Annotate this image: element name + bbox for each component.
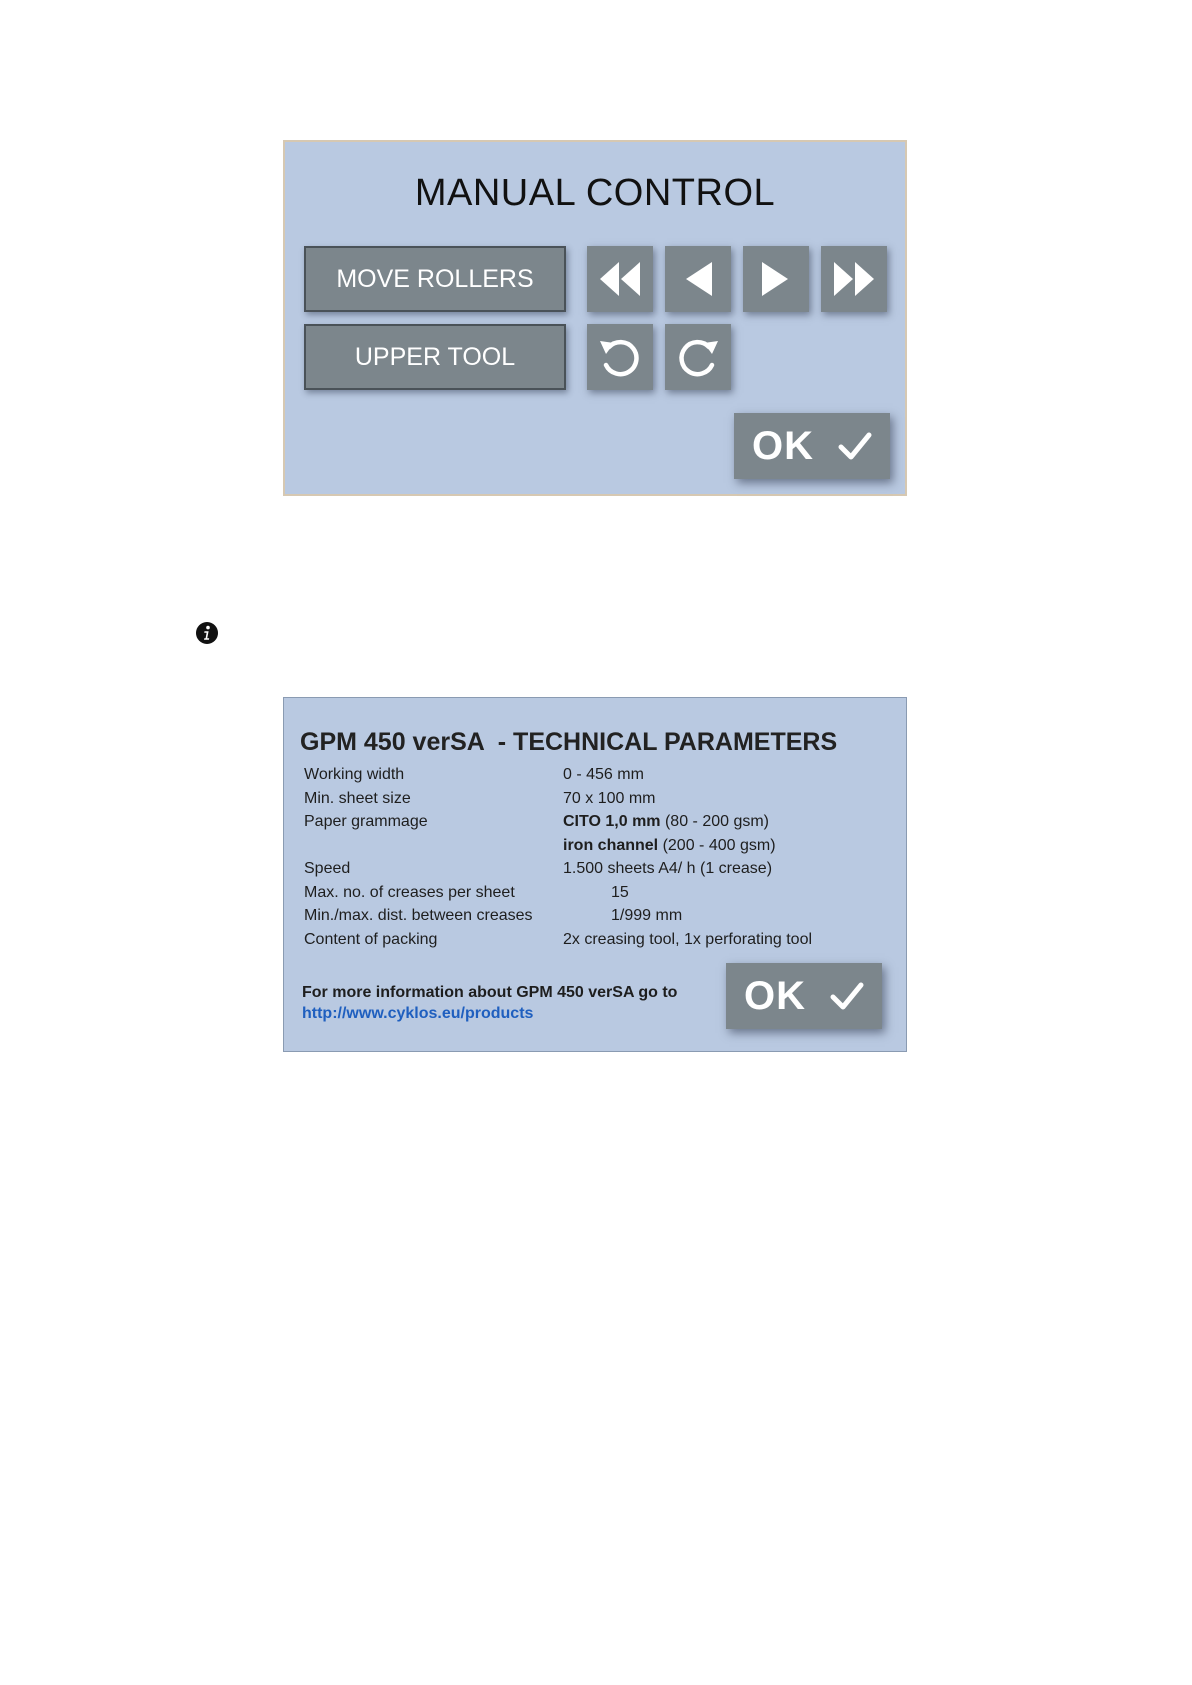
fast-backward-icon: [597, 259, 643, 299]
manual-control-title: MANUAL CONTROL: [414, 172, 776, 214]
parameter-value: 2x creasing tool, 1x perforating tool: [563, 930, 813, 948]
parameter-row: [304, 857, 884, 881]
parameter-row: [304, 881, 884, 905]
parameter-value-bold: CITO 1,0 mm: [563, 813, 661, 830]
rotate-right-button[interactable]: [665, 324, 731, 390]
manual-control-ok-button[interactable]: [734, 413, 890, 479]
backward-button[interactable]: [665, 246, 731, 312]
fast-backward-button[interactable]: [587, 246, 653, 312]
parameter-label: Max. no. of creases per sheet: [304, 883, 515, 901]
checkmark-icon: [838, 431, 872, 461]
parameter-value: [563, 834, 776, 858]
parameter-value: 1.500 sheets A4/ h (1 crease): [563, 860, 773, 877]
forward-button[interactable]: [743, 246, 809, 312]
fast-forward-icon: [831, 259, 877, 299]
parameter-value-bold: iron channel: [563, 836, 659, 854]
parameter-row: [304, 904, 884, 928]
products-link[interactable]: http://www.cyklos.eu/products: [302, 1005, 534, 1022]
ok-label: OK: [752, 423, 814, 468]
rotate-right-icon: [674, 333, 722, 381]
parameter-label: Content of packing: [304, 930, 438, 948]
parameter-label: Min./max. dist. between creases: [304, 907, 533, 924]
parameter-row: [304, 763, 884, 787]
parameter-value: 70 x 100 mm: [563, 789, 656, 807]
parameter-label: Working width: [304, 766, 405, 783]
backward-icon: [678, 259, 718, 299]
move-rollers-button[interactable]: MOVE ROLLERS: [304, 246, 566, 312]
technical-parameters-panel: [283, 697, 907, 1052]
info-icon: [195, 621, 219, 645]
upper-tool-button[interactable]: UPPER TOOL: [304, 324, 566, 390]
rotate-left-icon: [596, 333, 644, 381]
parameters-table: [304, 763, 884, 951]
more-info-text: For more information about GPM 450 verSA go to: [302, 984, 678, 1001]
parameter-label: Min. sheet size: [304, 789, 411, 807]
technical-parameters-ok-button[interactable]: [726, 963, 882, 1029]
parameter-value: [563, 810, 769, 834]
parameter-value: 1/999 mm: [611, 907, 683, 924]
parameter-value-text: (80 - 200 gsm): [664, 813, 770, 830]
technical-parameters-title: GPM 450 verSA - TECHNICAL PARAMETERS: [300, 728, 838, 756]
parameter-row: [304, 787, 884, 811]
rotate-left-button[interactable]: [587, 324, 653, 390]
parameter-label: Speed: [304, 860, 351, 877]
parameter-value: 0 - 456 mm: [563, 766, 644, 783]
parameter-value: 15: [611, 883, 629, 901]
parameter-label: Paper grammage: [304, 813, 428, 830]
forward-icon: [756, 259, 796, 299]
parameter-value-text: (200 - 400 gsm): [662, 836, 776, 854]
fast-forward-button[interactable]: [821, 246, 887, 312]
parameter-row: [304, 810, 884, 834]
checkmark-icon: [830, 981, 864, 1011]
ok-label: OK: [744, 973, 806, 1018]
manual-control-panel: [283, 140, 907, 496]
parameter-row: [304, 834, 884, 858]
parameter-row: [304, 928, 884, 952]
